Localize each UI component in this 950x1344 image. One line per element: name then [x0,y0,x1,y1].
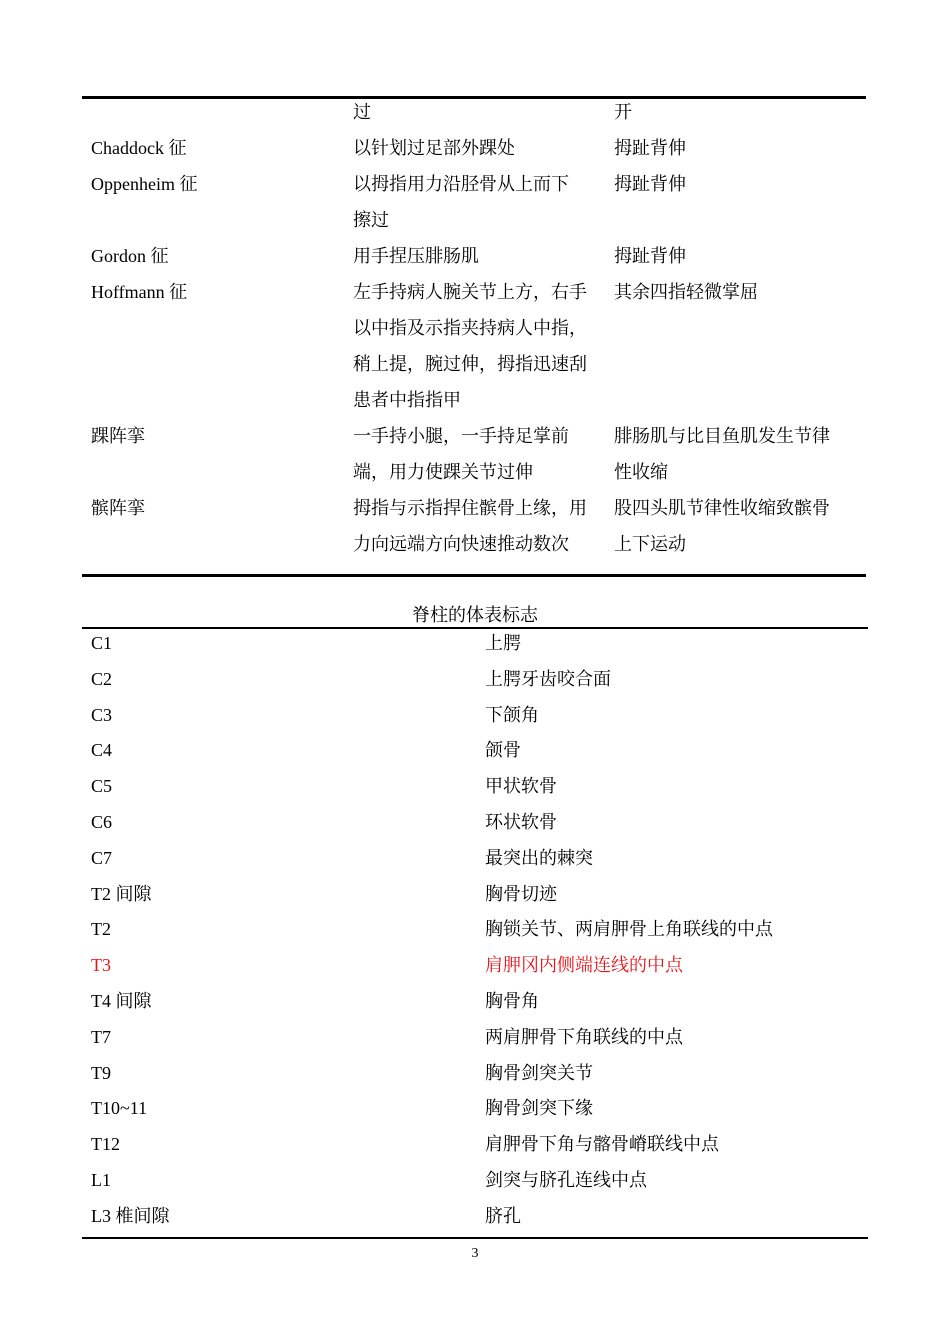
sign-method-line: 以中指及示指夹持病人中指， [353,318,587,338]
spine-level-cell: C3 [91,704,113,725]
spine-landmark-cell: 胸骨角 [485,991,539,1011]
spine-landmark-cell: 脐孔 [485,1205,521,1226]
spine-level-cell: T2 [91,919,111,940]
spine-level-cell: T9 [91,1062,111,1083]
sign-name-cell: Hoffmann 征 [91,282,188,302]
spine-landmark-cell: 最突出的棘突 [485,847,593,868]
sign-result-line: 上下运动 [614,534,686,554]
sign-result-line: 拇趾背伸 [614,246,686,266]
spine-landmark-cell: 颌骨 [485,740,521,761]
spine-level-cell: T3 [91,955,111,976]
continuation-result-cell: 开 [614,102,632,122]
sign-method-line: 稍上提，腕过伸，拇指迅速刮 [353,354,587,374]
sign-method-line: 用手捏压腓肠肌 [353,246,479,266]
spine-level-cell: L3 椎间隙 [91,1205,170,1226]
spine-landmark-cell: 甲状软骨 [485,776,557,797]
continuation-method-cell: 过 [353,102,371,122]
spine-landmark-cell: 两肩胛骨下角联线的中点 [485,1026,683,1047]
sign-result-line: 股四头肌节律性收缩致髌骨 [614,498,830,518]
table-top-rule [82,96,866,99]
sign-name-cell: 踝阵挛 [91,426,145,446]
spine-level-cell: T2 间隙 [91,883,152,904]
spine-level-cell: C5 [91,776,113,797]
sign-method-line: 以拇指用力沿胫骨从上而下 [353,174,569,194]
sign-result-line: 其余四指轻微掌屈 [614,282,758,302]
spine-landmark-cell: 胸骨剑突关节 [485,1062,593,1083]
spine-level-cell: T12 [91,1134,120,1155]
spine-landmark-cell: 环状软骨 [485,812,557,832]
spine-table-top-rule [82,627,868,629]
spine-landmark-cell: 肩胛冈内侧端连线的中点 [485,955,683,976]
sign-name-cell: Oppenheim 征 [91,174,198,194]
sign-method-line: 端，用力使踝关节过伸 [353,462,533,482]
spine-table-caption: 脊柱的体表标志 [412,605,538,625]
sign-method-line: 患者中指指甲 [353,390,461,410]
spine-level-cell: L1 [91,1170,111,1190]
sign-result-line: 拇趾背伸 [614,174,686,194]
spine-table-bottom-rule [82,1237,868,1239]
spine-landmark-cell: 上腭 [485,633,521,653]
sign-method-line: 一手持小腿，一手持足掌前 [353,426,569,446]
spine-landmark-cell: 胸骨剑突下缘 [485,1098,593,1119]
page-number: 3 [471,1246,479,1261]
spine-level-cell: T7 [91,1026,111,1047]
sign-method-line: 力向远端方向快速推动数次 [353,534,569,554]
sign-name-cell: 髌阵挛 [91,498,145,518]
sign-result-line: 拇趾背伸 [614,138,686,158]
sign-result-line: 腓肠肌与比目鱼肌发生节律 [614,426,830,446]
spine-level-cell: C6 [91,812,113,832]
spine-landmark-cell: 胸锁关节、两肩胛骨上角联线的中点 [485,919,773,940]
sign-method-line: 拇指与示指捍住髌骨上缘，用 [353,498,587,518]
sign-name-cell: Chaddock 征 [91,138,187,158]
spine-landmark-cell: 上腭牙齿咬合面 [485,668,611,689]
sign-result-line: 性收缩 [614,462,668,482]
spine-level-cell: C1 [91,633,113,653]
spine-level-cell: T4 间隙 [91,991,152,1011]
sign-method-line: 以针划过足部外踝处 [353,138,515,158]
sign-method-line: 擦过 [353,210,389,230]
table-bottom-rule [82,574,866,577]
spine-landmark-cell: 胸骨切迹 [485,883,557,904]
spine-landmark-cell: 下颌角 [485,704,539,725]
sign-method-line: 左手持病人腕关节上方，右手 [353,282,587,302]
spine-level-cell: C4 [91,740,113,761]
sign-name-cell: Gordon 征 [91,246,169,266]
spine-landmark-cell: 肩胛骨下角与髂骨嵴联线中点 [485,1134,719,1155]
spine-landmark-cell: 剑突与脐孔连线中点 [485,1170,647,1190]
spine-level-cell: C2 [91,668,113,689]
spine-level-cell: T10~11 [91,1098,148,1119]
spine-level-cell: C7 [91,847,113,868]
